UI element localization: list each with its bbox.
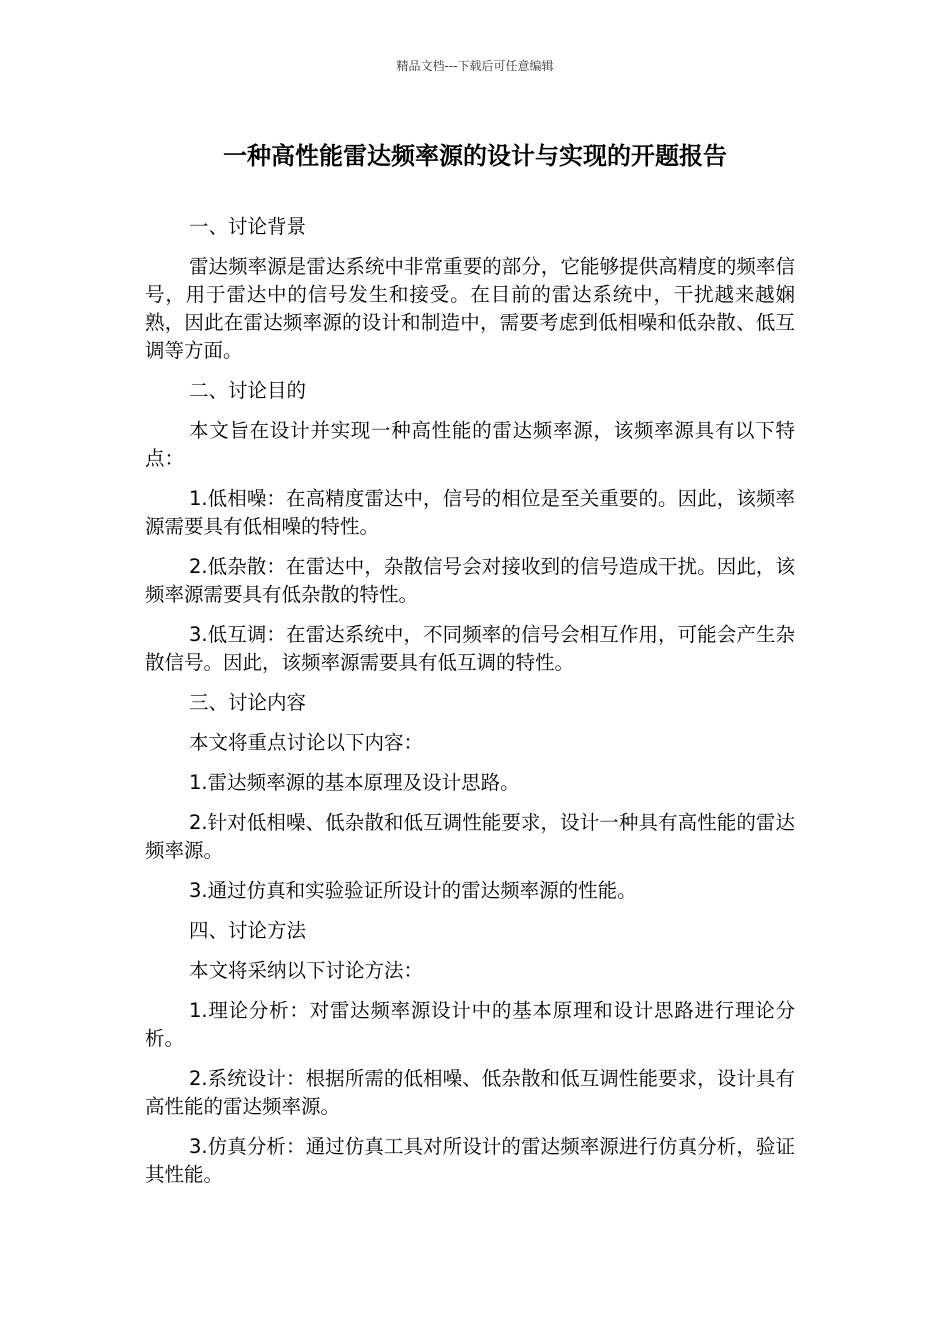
section-heading-purpose: 二、讨论目的: [189, 379, 307, 402]
list-item-method-1: 1.理论分析：对雷达频率源设计中的基本原理和设计思路进行理论分析。: [145, 999, 795, 1050]
list-item-content-2: 2.针对低相噪、低杂散和低互调性能要求，设计一种具有高性能的雷达频率源。: [145, 811, 795, 862]
list-item-content-3: 3.通过仿真和实验验证所设计的雷达频率源的性能。: [189, 879, 637, 902]
paragraph-background: 雷达频率源是雷达系统中非常重要的部分，它能够提供高精度的频率信号，用于雷达中的信号发生和接受。在目前的雷达系统中，干扰越来越娴熟，因此在雷达频率源的设计和制造中，需要考虑到低相噪和低杂散、低互调等方面。: [145, 255, 795, 362]
section-heading-background: 一、讨论背景: [189, 215, 307, 238]
list-item-content-1: 1.雷达频率源的基本原理及设计思路。: [189, 771, 520, 794]
page-header: 精品文档---下载后可任意编辑: [396, 59, 554, 73]
list-item-method-2: 2.系统设计：根据所需的低相噪、低杂散和低互调性能要求，设计具有高性能的雷达频率源。: [145, 1067, 795, 1118]
list-item-method-3: 3.仿真分析：通过仿真工具对所设计的雷达频率源进行仿真分析，验证其性能。: [145, 1135, 795, 1186]
section-heading-content: 三、讨论内容: [189, 691, 307, 714]
document-body: [145, 213, 795, 1201]
list-item-low-spurious: 2.低杂散：在雷达中，杂散信号会对接收到的信号造成干扰。因此，该频率源需要具有低杂散的特性。: [145, 555, 795, 606]
paragraph-purpose-intro: 本文旨在设计并实现一种高性能的雷达频率源，该频率源具有以下特点：: [145, 419, 795, 470]
section-heading-method: 四、讨论方法: [189, 919, 307, 942]
paragraph-content-intro: 本文将重点讨论以下内容：: [189, 731, 424, 754]
paragraph-method-intro: 本文将采纳以下讨论方法：: [189, 959, 424, 982]
list-item-low-phase-noise: 1.低相噪：在高精度雷达中，信号的相位是至关重要的。因此，该频率源需要具有低相噪的特性。: [145, 487, 795, 538]
list-item-low-intermodulation: 3.低互调：在雷达系统中，不同频率的信号会相互作用，可能会产生杂散信号。因此，该频率源需要具有低互调的特性。: [145, 623, 795, 674]
document-title: 一种高性能雷达频率源的设计与实现的开题报告: [223, 142, 727, 170]
